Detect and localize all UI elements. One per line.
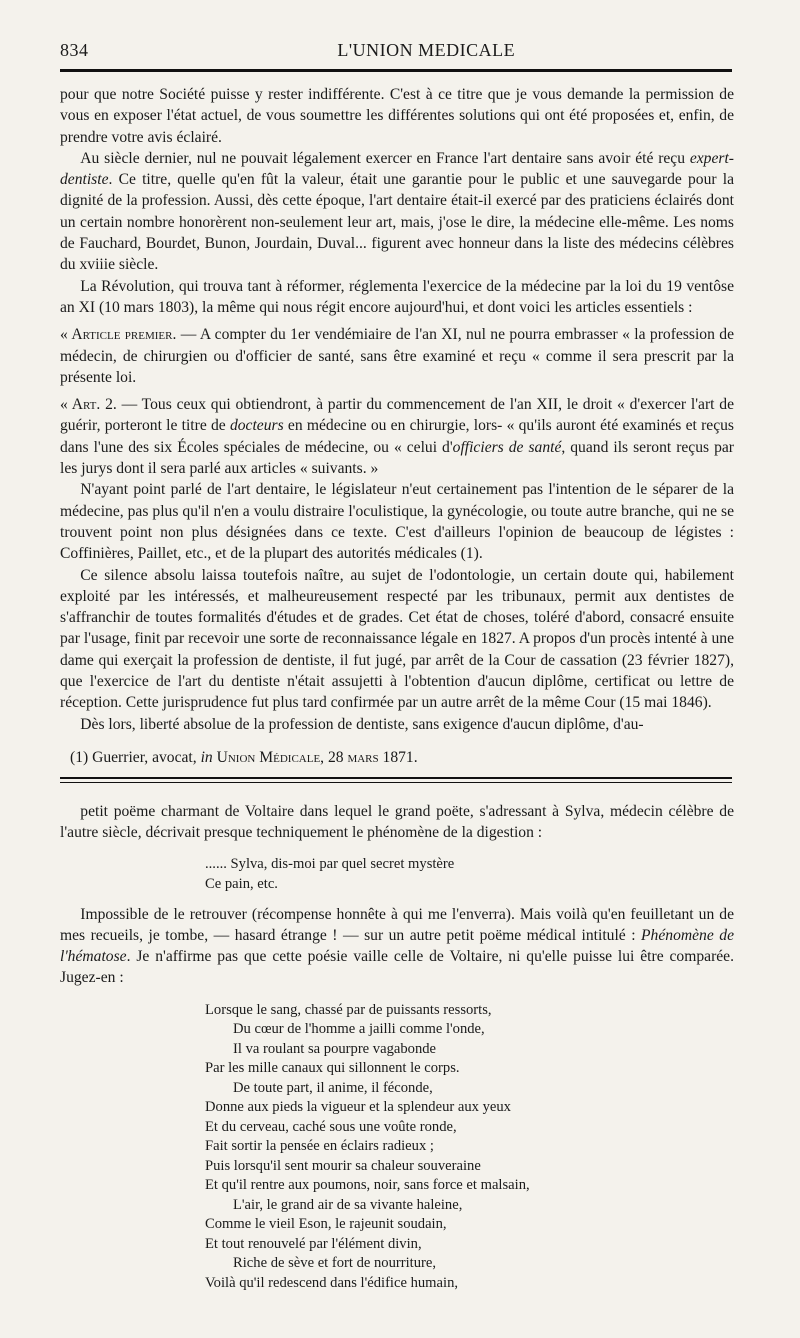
text-run: . Je n'affirme pas que cette poésie vaille celle de Voltaire, ni qu'elle puisse lui être comparée. Jugez-en : — [60, 948, 734, 987]
header-rule — [60, 69, 732, 72]
article-label: « Art. 2. — [60, 396, 117, 414]
poem-line: Fait sortir la pensée en éclairs radieux ; — [205, 1138, 434, 1155]
paragraph: petit poëme charmant de Voltaire dans lequel le grand poëte, s'adressant à Sylva, médecin célèbre de l'autre siècle, décrivait presque techniquement le phénomène de la digestion : — [60, 802, 734, 842]
poem-line: Et du cerveau, caché sous une voûte ronde, — [205, 1118, 457, 1135]
law-article-1 — [60, 324, 734, 388]
main-text — [60, 84, 734, 735]
paragraph: pour que notre Société puisse y rester indifférente. C'est à ce titre que je vous demande la permission de vous en exposer l'état actuel, de vous soumettre les différentes solutions qui ont été proposées et, enfin, de prendre votre avis éclairé. — [60, 86, 734, 146]
poem-line: De toute part, il anime, il féconde, — [233, 1079, 433, 1096]
poem-line: L'air, le grand air de sa vivante haleine, — [233, 1196, 463, 1213]
section-divider — [60, 777, 732, 783]
page-header — [60, 40, 734, 61]
text-run: — Tous ceux qui obtiendront, à partir du commencement de l'an XII, le droit « d'exercer l'art de guérir, porteront le titre de — [60, 396, 734, 435]
lower-text — [60, 801, 734, 989]
poem-line: Donne aux pieds la vigueur et la splendeur aux yeux — [205, 1099, 511, 1116]
text-run: — A compter du 1er vendémiaire de l'an XI, nul ne pourra embrasser « la profession de médecin, de chirurgien ou d'officier de santé, sans être examiné et reçu « comme il sera prescrit par la présente loi. — [60, 326, 734, 386]
text-run: . Ce titre, quelle qu'en fût la valeur, était une garantie pour le public et une sauvegarde pour la dignité de la profession. Aussi, dès cette époque, l'art dentaire était-il exercé par des praticiens éclairés dont un certain nombre honorèrent non-seulement leur art, mais, j'ose le dire, la médecine elle-même. Les noms de Fauchard, Bourdet, Bunon, Jourdain, Duval... figurent avec honneur dans la liste des médecins célèbres du xviiie siècle. — [60, 171, 734, 274]
emphasis: expert-dentiste — [60, 149, 734, 189]
paragraph: N'ayant point parlé de l'art dentaire, le législateur n'eut certainement pas l'intention de le séparer de la médecine, pas plus qu'il n'en a voulu distraire l'oculistique, la gynécologie, ou toute autre branche, qui ne se trouvent point non plus désignées dans ce texte. C'est d'ailleurs l'opinion de beaucoup de légistes : Coffinières, Paillet, etc., et de la plupart des autorités médicales (1). — [60, 481, 734, 563]
poem-line: Voilà qu'il redescend dans l'édifice humain, — [205, 1274, 459, 1291]
text-run: (1) Guerrier, avocat, — [70, 748, 201, 766]
paragraph: Dès lors, liberté absolue de la profession de dentiste, sans exigence d'aucun diplôme, d'au- — [80, 715, 644, 733]
poem — [205, 1001, 734, 1294]
page-number: 834 — [60, 40, 89, 60]
emphasis: docteurs — [229, 417, 284, 435]
text-run: Au siècle dernier, nul ne pouvait légalement exercer en France l'art dentaire sans avoir été reçu — [80, 149, 690, 167]
footnote — [60, 749, 734, 767]
poem-line: Il va roulant sa pourpre vagabonde — [233, 1040, 437, 1057]
paragraph — [60, 148, 734, 276]
poem-line: Comme le vieil Eson, le rajeunit soudain, — [205, 1216, 447, 1233]
text-run: en médecine ou en chirurgie, lors- « qu'ils auront été examinés et reçus dans l'une des six Écoles spéciales de médecine, ou « celui d' — [60, 417, 735, 456]
emphasis: Phénomène de l'hématose — [60, 926, 734, 966]
article-label: « Article premier. — [60, 326, 177, 344]
verse-quote — [205, 854, 734, 894]
poem-line: Du cœur de l'homme a jailli comme l'onde, — [233, 1021, 485, 1038]
paragraph: La Révolution, qui trouva tant à réformer, réglementa l'exercice de la médecine par la loi du 19 ventôse an XI (10 mars 1803), la même qui nous régit encore aujourd'hui, et dont voici les articles essentiels : — [60, 277, 734, 316]
paragraph: Ce silence absolu laissa toutefois naître, au sujet de l'odontologie, un certain doute qui, habilement exploité par les intéressés, et malheureusement respecté par les tribunaux, permit aux dentistes de s'affranchir de toutes formalités d'études et de grades. Cet état de choses, toléré d'abord, consacré ensuite par l'usage, finit par recevoir une sorte de reconnaissance légale en 1827. A propos d'un procès intenté à une dame qui exerçait la profession de dentiste, il fut jugé, par arrêt de la Cour de cassation (23 février 1827), que l'exercice de l'art du dentiste n'était assujetti à l'obtention d'aucun diplôme, certificat ou lettre de réception. Cette jurisprudence fut plus tard confirmée par un autre arrêt de la même Cour (15 mai 1846). — [60, 566, 734, 712]
law-article-2 — [60, 394, 734, 479]
poem-line: Lorsque le sang, chassé par de puissants ressorts, — [205, 1001, 492, 1018]
poem-line: Et qu'il rentre aux poumons, noir, sans force et malsain, — [205, 1177, 530, 1194]
paragraph — [60, 904, 734, 989]
text-run: , quand ils seront reçus par les jurys dont il sera parlé aux articles « suivants. » — [60, 438, 734, 478]
text-run: Impossible de le retrouver (récompense honnête à qui me l'enverra). Mais voilà qu'en feuilletant un de mes recueils, je tombe, — hasard étrange ! — sur un autre petit poëme médical intitulé : — [60, 905, 734, 944]
text-run: Union Médicale, 28 mars 1871. — [212, 748, 418, 766]
verse-line: ...... Sylva, dis-moi par quel secret mystère — [205, 855, 455, 872]
emphasis: in — [200, 748, 213, 766]
poem-line: Par les mille canaux qui sillonnent le corps. — [205, 1060, 460, 1077]
verse-line: Ce pain, etc. — [205, 875, 278, 892]
running-title: L'UNION MEDICALE — [337, 40, 516, 60]
poem-line: Et tout renouvelé par l'élément divin, — [205, 1235, 422, 1252]
emphasis: officiers de santé — [452, 438, 562, 456]
poem-line: Puis lorsqu'il sent mourir sa chaleur souveraine — [205, 1157, 481, 1174]
poem-line: Riche de sève et fort de nourriture, — [233, 1255, 437, 1272]
